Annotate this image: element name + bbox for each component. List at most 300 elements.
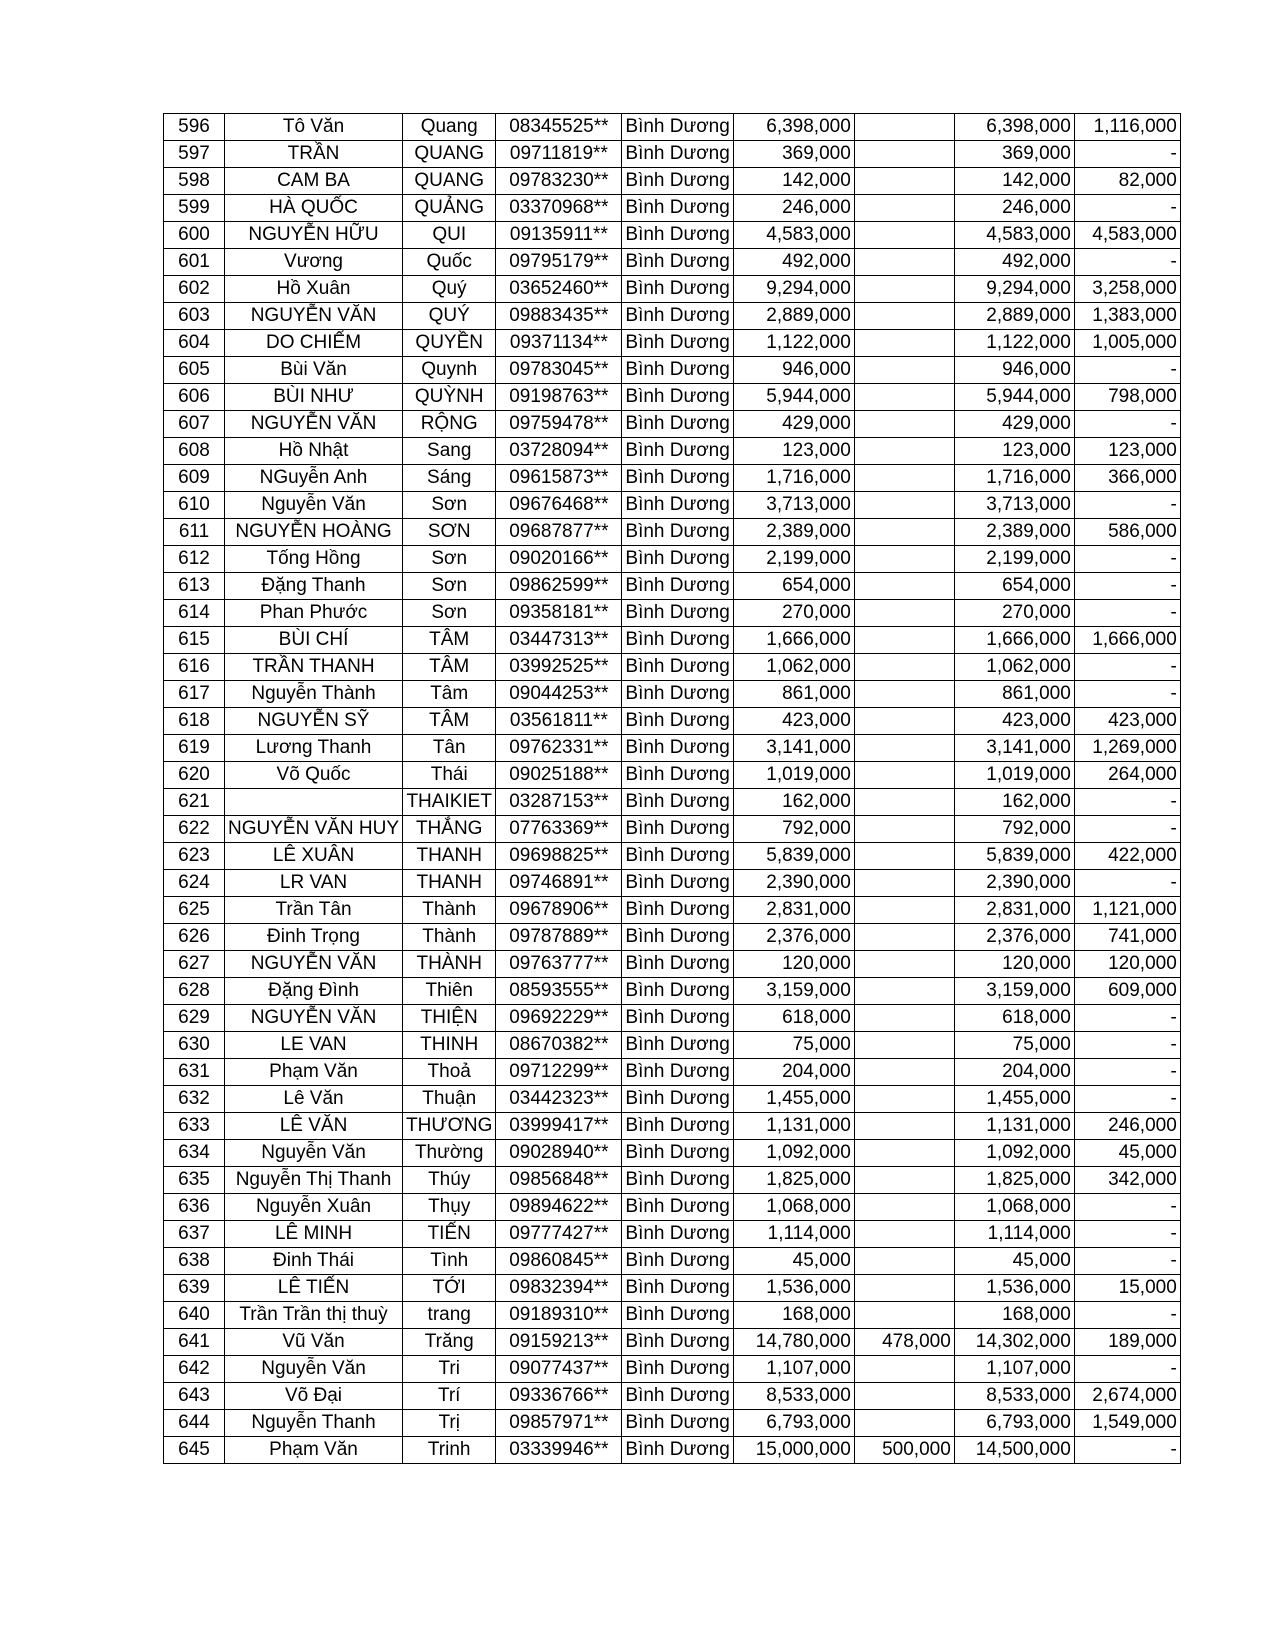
last-name-cell: BÙI NHƯ [225, 384, 403, 411]
amount-cell: 204,000 [733, 1059, 854, 1086]
amount-cell: 1,107,000 [733, 1356, 854, 1383]
amount-cell: 429,000 [733, 411, 854, 438]
province-cell: Bình Dương [622, 195, 733, 222]
deduction-cell [854, 222, 954, 249]
first-name-cell: trang [403, 1302, 496, 1329]
table-row [164, 843, 1181, 870]
province-cell: Bình Dương [622, 573, 733, 600]
first-name-cell: Sáng [403, 465, 496, 492]
amount-cell: 14,780,000 [733, 1329, 854, 1356]
deduction-cell [854, 1356, 954, 1383]
deduction-cell [854, 411, 954, 438]
province-cell: Bình Dương [622, 951, 733, 978]
total-cell: 246,000 [954, 195, 1074, 222]
deduction-cell [854, 1248, 954, 1275]
remaining-cell: 609,000 [1074, 978, 1180, 1005]
first-name-cell: Thoả [403, 1059, 496, 1086]
first-name-cell: TÂM [403, 627, 496, 654]
phone-cell: 09028940** [496, 1140, 622, 1167]
table-row [164, 411, 1181, 438]
first-name-cell: Tâm [403, 681, 496, 708]
province-cell: Bình Dương [622, 735, 733, 762]
first-name-cell: QUI [403, 222, 496, 249]
amount-cell: 2,390,000 [733, 870, 854, 897]
phone-cell: 09189310** [496, 1302, 622, 1329]
table-row [164, 1248, 1181, 1275]
total-cell: 2,389,000 [954, 519, 1074, 546]
row-number-cell: 611 [164, 519, 225, 546]
first-name-cell: Thái [403, 762, 496, 789]
remaining-cell: - [1074, 1005, 1180, 1032]
remaining-cell: 586,000 [1074, 519, 1180, 546]
province-cell: Bình Dương [622, 492, 733, 519]
deduction-cell [854, 735, 954, 762]
amount-cell: 654,000 [733, 573, 854, 600]
province-cell: Bình Dương [622, 114, 733, 141]
phone-cell: 09044253** [496, 681, 622, 708]
first-name-cell: Sơn [403, 546, 496, 573]
last-name-cell: CAM BA [225, 168, 403, 195]
row-number-cell: 615 [164, 627, 225, 654]
amount-cell: 15,000,000 [733, 1437, 854, 1464]
total-cell: 1,825,000 [954, 1167, 1074, 1194]
table-row [164, 708, 1181, 735]
row-number-cell: 598 [164, 168, 225, 195]
first-name-cell: QUANG [403, 141, 496, 168]
phone-cell: 09783045** [496, 357, 622, 384]
last-name-cell [225, 789, 403, 816]
deduction-cell [854, 789, 954, 816]
row-number-cell: 623 [164, 843, 225, 870]
last-name-cell: Đinh Thái [225, 1248, 403, 1275]
row-number-cell: 596 [164, 114, 225, 141]
table-row [164, 681, 1181, 708]
province-cell: Bình Dương [622, 708, 733, 735]
deduction-cell [854, 1302, 954, 1329]
phone-cell: 08670382** [496, 1032, 622, 1059]
phone-cell: 09762331** [496, 735, 622, 762]
total-cell: 14,500,000 [954, 1437, 1074, 1464]
total-cell: 1,455,000 [954, 1086, 1074, 1113]
row-number-cell: 631 [164, 1059, 225, 1086]
amount-cell: 246,000 [733, 195, 854, 222]
amount-cell: 492,000 [733, 249, 854, 276]
province-cell: Bình Dương [622, 870, 733, 897]
table-row [164, 924, 1181, 951]
deduction-cell [854, 492, 954, 519]
phone-cell: 09615873** [496, 465, 622, 492]
first-name-cell: THANH [403, 870, 496, 897]
last-name-cell: LÊ VĂN [225, 1113, 403, 1140]
table-row [164, 438, 1181, 465]
total-cell: 3,159,000 [954, 978, 1074, 1005]
remaining-cell: 4,583,000 [1074, 222, 1180, 249]
table-row [164, 870, 1181, 897]
deduction-cell: 500,000 [854, 1437, 954, 1464]
last-name-cell: Đặng Thanh [225, 573, 403, 600]
last-name-cell: Nguyễn Thị Thanh [225, 1167, 403, 1194]
amount-cell: 142,000 [733, 168, 854, 195]
remaining-cell: - [1074, 1194, 1180, 1221]
remaining-cell: 1,121,000 [1074, 897, 1180, 924]
remaining-cell: - [1074, 1302, 1180, 1329]
total-cell: 1,122,000 [954, 330, 1074, 357]
amount-cell: 618,000 [733, 1005, 854, 1032]
first-name-cell: TÂM [403, 708, 496, 735]
phone-cell: 09860845** [496, 1248, 622, 1275]
table-row [164, 492, 1181, 519]
remaining-cell: 1,269,000 [1074, 735, 1180, 762]
province-cell: Bình Dương [622, 546, 733, 573]
table-row [164, 600, 1181, 627]
remaining-cell: 798,000 [1074, 384, 1180, 411]
total-cell: 1,131,000 [954, 1113, 1074, 1140]
amount-cell: 3,713,000 [733, 492, 854, 519]
remaining-cell: 45,000 [1074, 1140, 1180, 1167]
remaining-cell: 1,005,000 [1074, 330, 1180, 357]
deduction-cell [854, 843, 954, 870]
table-row [164, 141, 1181, 168]
row-number-cell: 629 [164, 1005, 225, 1032]
row-number-cell: 603 [164, 303, 225, 330]
total-cell: 3,713,000 [954, 492, 1074, 519]
province-cell: Bình Dương [622, 411, 733, 438]
deduction-cell [854, 168, 954, 195]
phone-cell: 03992525** [496, 654, 622, 681]
table-row [164, 249, 1181, 276]
amount-cell: 9,294,000 [733, 276, 854, 303]
first-name-cell: Sơn [403, 492, 496, 519]
amount-cell: 2,889,000 [733, 303, 854, 330]
province-cell: Bình Dương [622, 303, 733, 330]
amount-cell: 1,131,000 [733, 1113, 854, 1140]
row-number-cell: 614 [164, 600, 225, 627]
first-name-cell: Trinh [403, 1437, 496, 1464]
last-name-cell: Nguyễn Thanh [225, 1410, 403, 1437]
last-name-cell: Võ Đại [225, 1383, 403, 1410]
deduction-cell: 478,000 [854, 1329, 954, 1356]
row-number-cell: 601 [164, 249, 225, 276]
first-name-cell: QUÝ [403, 303, 496, 330]
deduction-cell [854, 1032, 954, 1059]
total-cell: 2,390,000 [954, 870, 1074, 897]
phone-cell: 09787889** [496, 924, 622, 951]
table-row [164, 1032, 1181, 1059]
remaining-cell: - [1074, 816, 1180, 843]
last-name-cell: Nguyễn Văn [225, 1356, 403, 1383]
table-row [164, 1059, 1181, 1086]
last-name-cell: LÊ TIẾN [225, 1275, 403, 1302]
phone-cell: 09698825** [496, 843, 622, 870]
remaining-cell: - [1074, 681, 1180, 708]
deduction-cell [854, 897, 954, 924]
phone-cell: 09676468** [496, 492, 622, 519]
row-number-cell: 600 [164, 222, 225, 249]
remaining-cell: - [1074, 789, 1180, 816]
deduction-cell [854, 1221, 954, 1248]
phone-cell: 09687877** [496, 519, 622, 546]
remaining-cell: 264,000 [1074, 762, 1180, 789]
amount-cell: 45,000 [733, 1248, 854, 1275]
deduction-cell [854, 1383, 954, 1410]
row-number-cell: 628 [164, 978, 225, 1005]
table-row [164, 465, 1181, 492]
table-row [164, 1113, 1181, 1140]
first-name-cell: THAIKIET [403, 789, 496, 816]
first-name-cell: Sơn [403, 573, 496, 600]
row-number-cell: 616 [164, 654, 225, 681]
deduction-cell [854, 1005, 954, 1032]
province-cell: Bình Dương [622, 357, 733, 384]
table-row [164, 1194, 1181, 1221]
row-number-cell: 605 [164, 357, 225, 384]
amount-cell: 75,000 [733, 1032, 854, 1059]
remaining-cell: 246,000 [1074, 1113, 1180, 1140]
deduction-cell [854, 1140, 954, 1167]
first-name-cell: QUANG [403, 168, 496, 195]
first-name-cell: Trị [403, 1410, 496, 1437]
remaining-cell: - [1074, 870, 1180, 897]
phone-cell: 03652460** [496, 276, 622, 303]
remaining-cell: - [1074, 195, 1180, 222]
last-name-cell: LR VAN [225, 870, 403, 897]
row-number-cell: 597 [164, 141, 225, 168]
province-cell: Bình Dương [622, 1032, 733, 1059]
total-cell: 8,533,000 [954, 1383, 1074, 1410]
table-row [164, 1302, 1181, 1329]
row-number-cell: 602 [164, 276, 225, 303]
table-row [164, 330, 1181, 357]
province-cell: Bình Dương [622, 384, 733, 411]
total-cell: 2,831,000 [954, 897, 1074, 924]
amount-cell: 2,199,000 [733, 546, 854, 573]
remaining-cell: - [1074, 141, 1180, 168]
row-number-cell: 639 [164, 1275, 225, 1302]
amount-cell: 4,583,000 [733, 222, 854, 249]
phone-cell: 08593555** [496, 978, 622, 1005]
phone-cell: 09135911** [496, 222, 622, 249]
amount-cell: 792,000 [733, 816, 854, 843]
amount-cell: 123,000 [733, 438, 854, 465]
province-cell: Bình Dương [622, 1410, 733, 1437]
phone-cell: 09857971** [496, 1410, 622, 1437]
row-number-cell: 624 [164, 870, 225, 897]
remaining-cell: 123,000 [1074, 438, 1180, 465]
amount-cell: 1,019,000 [733, 762, 854, 789]
row-number-cell: 637 [164, 1221, 225, 1248]
first-name-cell: Quang [403, 114, 496, 141]
phone-cell: 03447313** [496, 627, 622, 654]
table-row [164, 1329, 1181, 1356]
first-name-cell: THẮNG [403, 816, 496, 843]
phone-cell: 09198763** [496, 384, 622, 411]
last-name-cell: Hồ Nhật [225, 438, 403, 465]
province-cell: Bình Dương [622, 1059, 733, 1086]
first-name-cell: THANH [403, 843, 496, 870]
province-cell: Bình Dương [622, 789, 733, 816]
row-number-cell: 610 [164, 492, 225, 519]
amount-cell: 861,000 [733, 681, 854, 708]
row-number-cell: 627 [164, 951, 225, 978]
table-row [164, 1356, 1181, 1383]
total-cell: 492,000 [954, 249, 1074, 276]
deduction-cell [854, 951, 954, 978]
first-name-cell: QUỲNH [403, 384, 496, 411]
row-number-cell: 643 [164, 1383, 225, 1410]
first-name-cell: Quốc [403, 249, 496, 276]
deduction-cell [854, 1086, 954, 1113]
total-cell: 369,000 [954, 141, 1074, 168]
last-name-cell: LÊ MINH [225, 1221, 403, 1248]
remaining-cell: - [1074, 249, 1180, 276]
province-cell: Bình Dương [622, 1167, 733, 1194]
table-row [164, 519, 1181, 546]
total-cell: 429,000 [954, 411, 1074, 438]
total-cell: 2,889,000 [954, 303, 1074, 330]
phone-cell: 03728094** [496, 438, 622, 465]
province-cell: Bình Dương [622, 843, 733, 870]
remaining-cell: - [1074, 1248, 1180, 1275]
province-cell: Bình Dương [622, 1329, 733, 1356]
first-name-cell: Thành [403, 924, 496, 951]
row-number-cell: 617 [164, 681, 225, 708]
deduction-cell [854, 141, 954, 168]
province-cell: Bình Dương [622, 924, 733, 951]
table-row [164, 114, 1181, 141]
phone-cell: 09711819** [496, 141, 622, 168]
row-number-cell: 642 [164, 1356, 225, 1383]
last-name-cell: NGUYỄN VĂN HUY [225, 816, 403, 843]
table-row [164, 1275, 1181, 1302]
deduction-cell [854, 573, 954, 600]
remaining-cell: 120,000 [1074, 951, 1180, 978]
amount-cell: 423,000 [733, 708, 854, 735]
last-name-cell: LÊ XUÂN [225, 843, 403, 870]
last-name-cell: Vũ Văn [225, 1329, 403, 1356]
first-name-cell: Thuận [403, 1086, 496, 1113]
total-cell: 618,000 [954, 1005, 1074, 1032]
row-number-cell: 608 [164, 438, 225, 465]
table-body [164, 114, 1181, 1464]
phone-cell: 03339946** [496, 1437, 622, 1464]
phone-cell: 03561811** [496, 708, 622, 735]
amount-cell: 162,000 [733, 789, 854, 816]
province-cell: Bình Dương [622, 816, 733, 843]
table-row [164, 1086, 1181, 1113]
total-cell: 1,068,000 [954, 1194, 1074, 1221]
row-number-cell: 641 [164, 1329, 225, 1356]
phone-cell: 09020166** [496, 546, 622, 573]
row-number-cell: 635 [164, 1167, 225, 1194]
remaining-cell: 366,000 [1074, 465, 1180, 492]
total-cell: 123,000 [954, 438, 1074, 465]
remaining-cell: 423,000 [1074, 708, 1180, 735]
deduction-cell [854, 1113, 954, 1140]
table-row [164, 1410, 1181, 1437]
phone-cell: 09692229** [496, 1005, 622, 1032]
first-name-cell: Quý [403, 276, 496, 303]
last-name-cell: NGUYỄN VĂN [225, 1005, 403, 1032]
deduction-cell [854, 1059, 954, 1086]
total-cell: 1,666,000 [954, 627, 1074, 654]
last-name-cell: Lương Thanh [225, 735, 403, 762]
province-cell: Bình Dương [622, 1005, 733, 1032]
remaining-cell: - [1074, 600, 1180, 627]
total-cell: 861,000 [954, 681, 1074, 708]
last-name-cell: Nguyễn Xuân [225, 1194, 403, 1221]
amount-cell: 120,000 [733, 951, 854, 978]
phone-cell: 09025188** [496, 762, 622, 789]
total-cell: 1,114,000 [954, 1221, 1074, 1248]
deduction-cell [854, 1410, 954, 1437]
deduction-cell [854, 195, 954, 222]
last-name-cell: Phan Phước [225, 600, 403, 627]
remaining-cell: 741,000 [1074, 924, 1180, 951]
amount-cell: 1,062,000 [733, 654, 854, 681]
amount-cell: 946,000 [733, 357, 854, 384]
phone-cell: 09077437** [496, 1356, 622, 1383]
table-row [164, 1005, 1181, 1032]
total-cell: 1,062,000 [954, 654, 1074, 681]
phone-cell: 09712299** [496, 1059, 622, 1086]
total-cell: 792,000 [954, 816, 1074, 843]
province-cell: Bình Dương [622, 1302, 733, 1329]
table-row [164, 384, 1181, 411]
last-name-cell: Trần Tân [225, 897, 403, 924]
row-number-cell: 640 [164, 1302, 225, 1329]
row-number-cell: 604 [164, 330, 225, 357]
last-name-cell: NGUYỄN HỮU [225, 222, 403, 249]
table-row [164, 951, 1181, 978]
last-name-cell: Tô Văn [225, 114, 403, 141]
amount-cell: 270,000 [733, 600, 854, 627]
deduction-cell [854, 1167, 954, 1194]
deduction-cell [854, 600, 954, 627]
table-row [164, 654, 1181, 681]
row-number-cell: 625 [164, 897, 225, 924]
last-name-cell: Tống Hồng [225, 546, 403, 573]
total-cell: 654,000 [954, 573, 1074, 600]
last-name-cell: NGUYỄN VĂN [225, 951, 403, 978]
last-name-cell: LE VAN [225, 1032, 403, 1059]
total-cell: 168,000 [954, 1302, 1074, 1329]
phone-cell: 03370968** [496, 195, 622, 222]
last-name-cell: TRẦN THANH [225, 654, 403, 681]
last-name-cell: TRẦN [225, 141, 403, 168]
first-name-cell: TIẾN [403, 1221, 496, 1248]
first-name-cell: RỘNG [403, 411, 496, 438]
first-name-cell: Sơn [403, 600, 496, 627]
row-number-cell: 619 [164, 735, 225, 762]
province-cell: Bình Dương [622, 519, 733, 546]
table-row [164, 546, 1181, 573]
phone-cell: 09795179** [496, 249, 622, 276]
first-name-cell: Trăng [403, 1329, 496, 1356]
remaining-cell: 15,000 [1074, 1275, 1180, 1302]
row-number-cell: 622 [164, 816, 225, 843]
province-cell: Bình Dương [622, 222, 733, 249]
province-cell: Bình Dương [622, 762, 733, 789]
total-cell: 14,302,000 [954, 1329, 1074, 1356]
table-row [164, 357, 1181, 384]
table-row [164, 762, 1181, 789]
deduction-cell [854, 681, 954, 708]
province-cell: Bình Dương [622, 1383, 733, 1410]
last-name-cell: NGUYỄN VĂN [225, 303, 403, 330]
total-cell: 1,716,000 [954, 465, 1074, 492]
remaining-cell: 82,000 [1074, 168, 1180, 195]
phone-cell: 09336766** [496, 1383, 622, 1410]
